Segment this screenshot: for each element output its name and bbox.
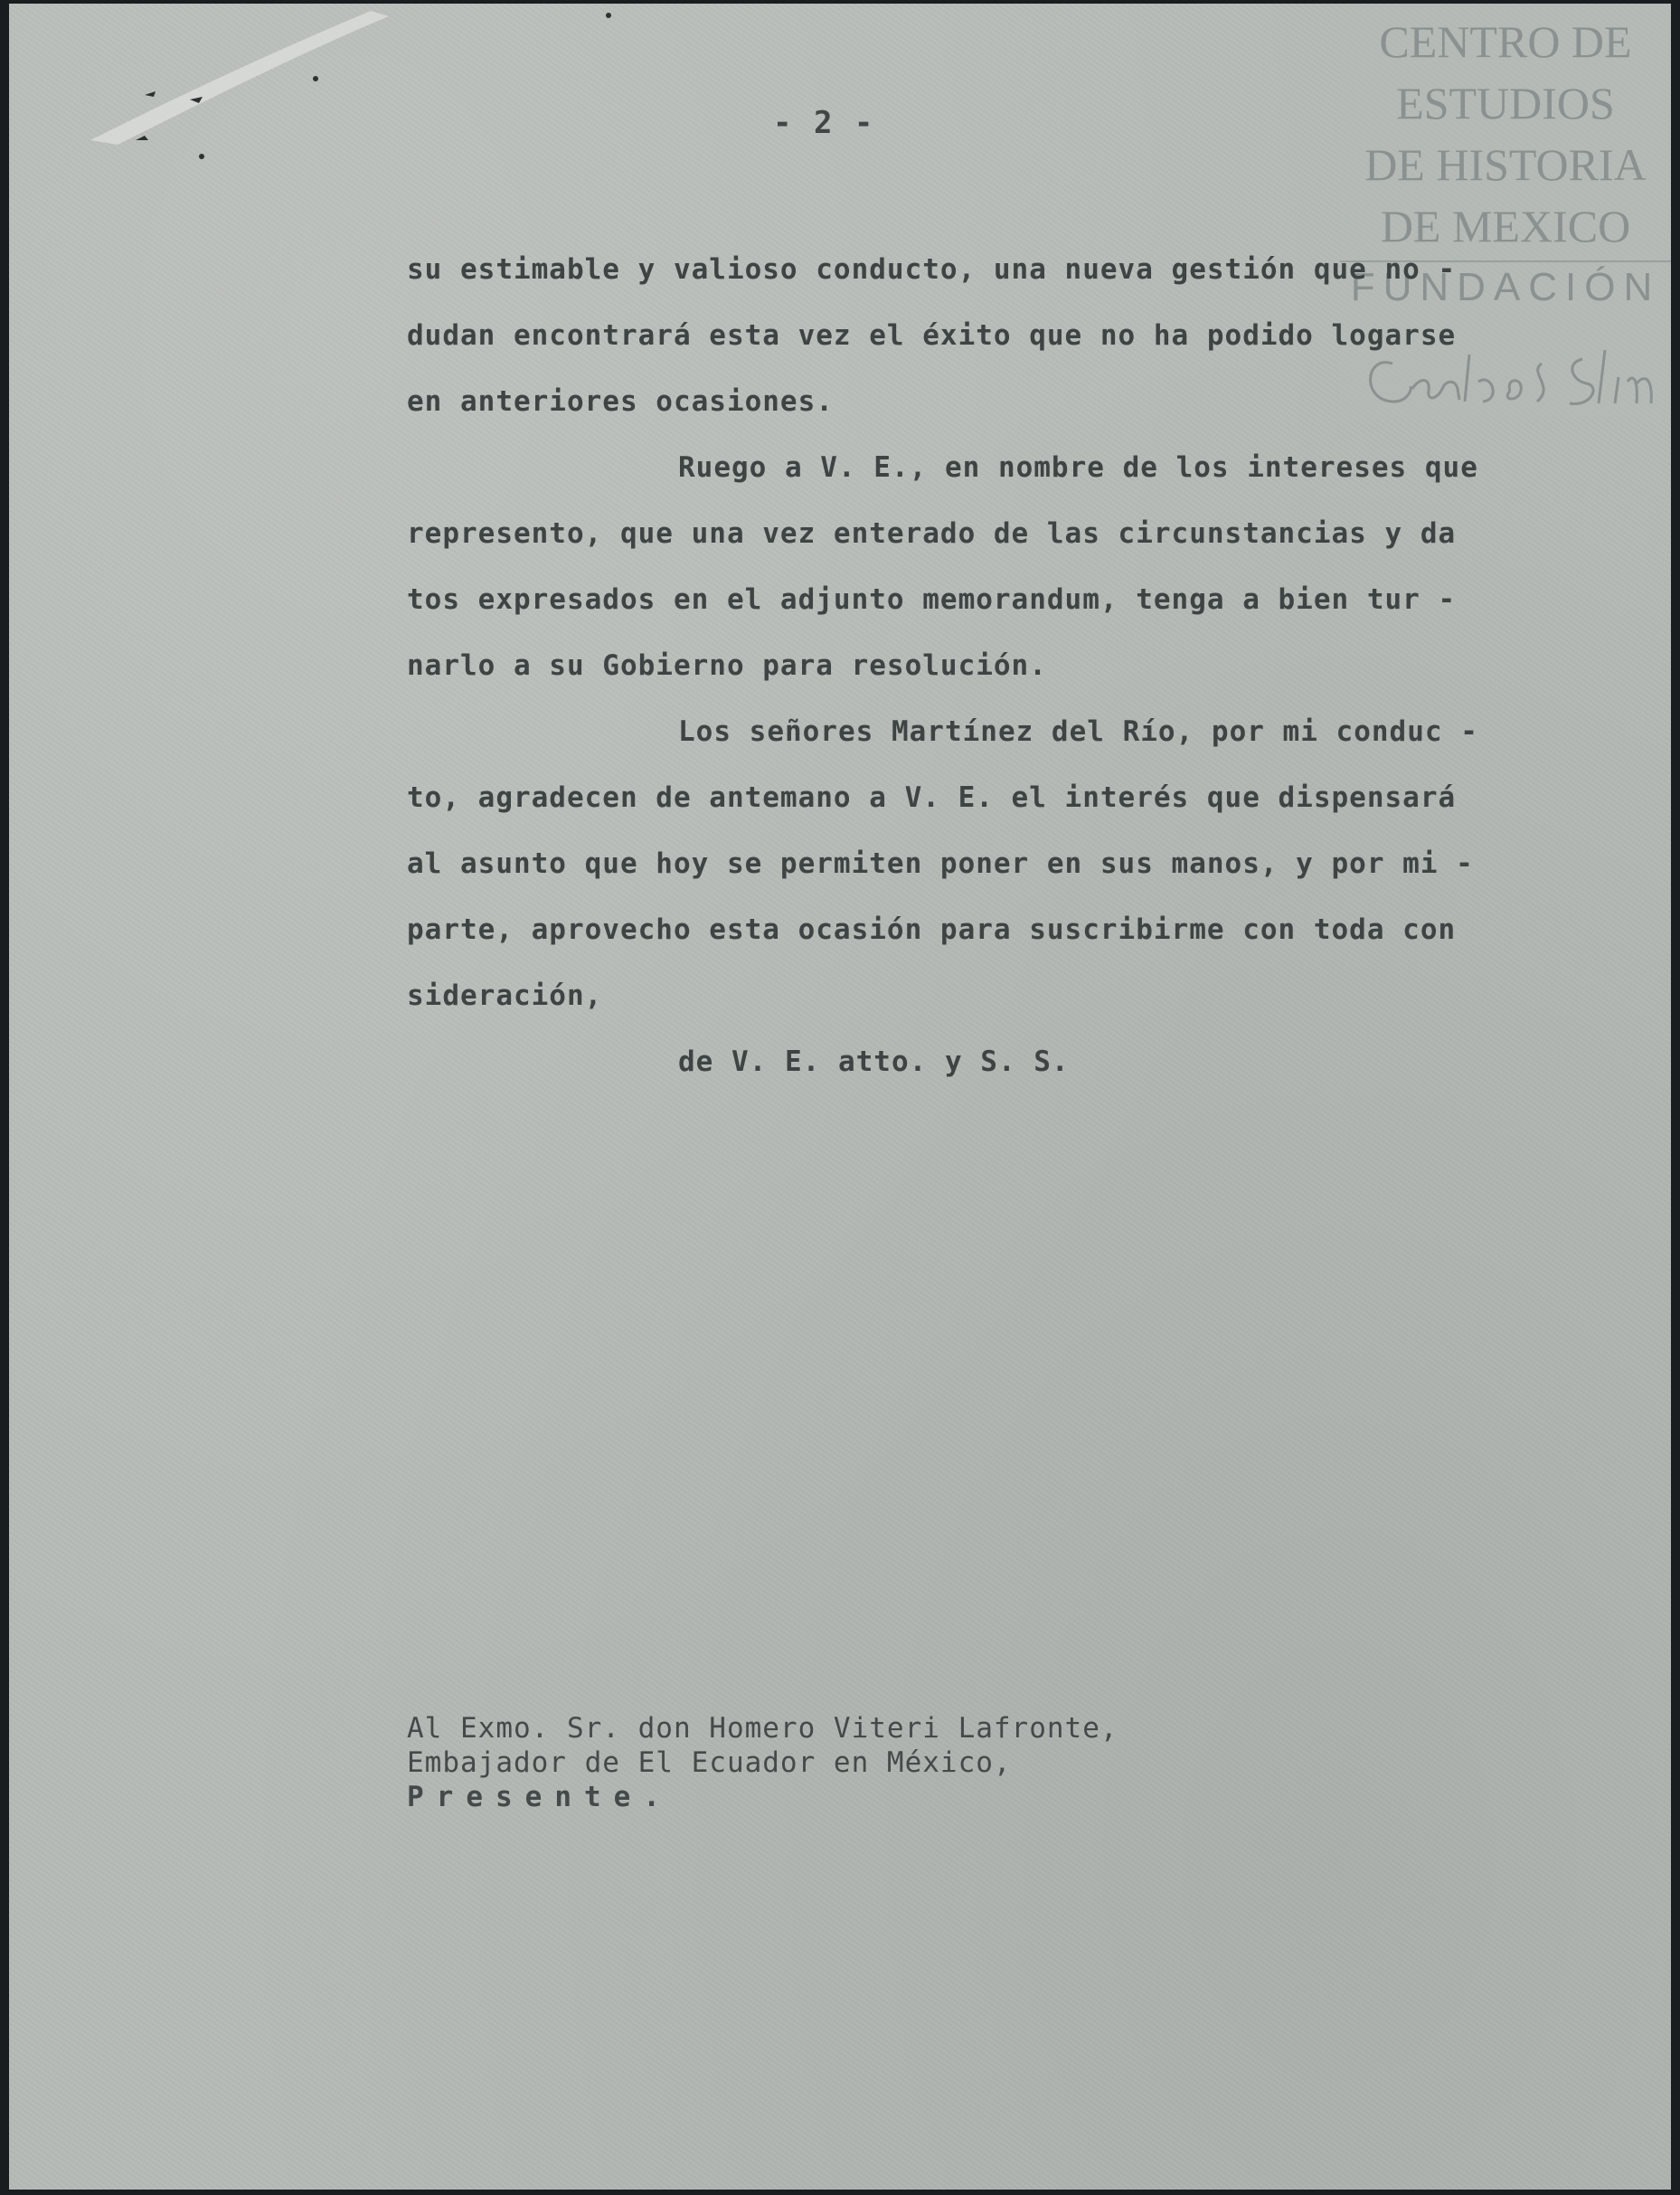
paper-tear-mark bbox=[63, 9, 389, 145]
body-line: parte, aprovecho esta ocasión para suscribirme con toda con bbox=[407, 913, 1457, 946]
stamp-line-1: CENTRO DE bbox=[1379, 16, 1632, 67]
body-line: to, agradecen de antemano a V. E. el interés que dispensará bbox=[407, 781, 1457, 814]
closing-formula: de V. E. atto. y S. S. bbox=[678, 1045, 1070, 1078]
ink-speck bbox=[606, 13, 611, 18]
body-line: dudan encontrará esta vez el éxito que no ha podido logarse bbox=[407, 319, 1457, 352]
body-line: represento, que una vez enterado de las circunstancias y da bbox=[407, 517, 1457, 550]
page-number: - 2 - bbox=[773, 105, 875, 141]
body-line: Ruego a V. E., en nombre de los intereses que bbox=[678, 451, 1478, 484]
body-line: su estimable y valioso conducto, una nueva gestión que no - bbox=[407, 253, 1457, 286]
body-line: tos expresados en el adjunto memorandum, tenga a bien tur - bbox=[407, 583, 1457, 616]
body-line: en anteriores ocasiones. bbox=[407, 385, 834, 418]
addressee-block bbox=[407, 1711, 1118, 1814]
stamp-foundation: FUNDACIÓN bbox=[1350, 265, 1661, 309]
ink-speck bbox=[313, 76, 318, 81]
document-page bbox=[9, 4, 1671, 2190]
letter-body bbox=[407, 237, 1582, 1095]
stamp-line-2: ESTUDIOS bbox=[1396, 78, 1615, 128]
addressee-name: Al Exmo. Sr. don Homero Viteri Lafronte, bbox=[407, 1712, 1118, 1745]
stamp-line-4: DE MEXICO bbox=[1380, 201, 1631, 251]
body-line: sideración, bbox=[407, 979, 603, 1012]
body-line: Los señores Martínez del Río, por mi conduc - bbox=[678, 715, 1478, 748]
ink-speck bbox=[199, 154, 204, 159]
addressee-presente: Presente. bbox=[407, 1781, 673, 1813]
body-line: al asunto que hoy se permiten poner en sus manos, y por mi - bbox=[407, 847, 1474, 880]
body-line: narlo a su Gobierno para resolución. bbox=[407, 649, 1047, 682]
stamp-line-3: DE HISTORIA bbox=[1364, 139, 1647, 190]
addressee-title: Embajador de El Ecuador en México, bbox=[407, 1746, 1012, 1779]
